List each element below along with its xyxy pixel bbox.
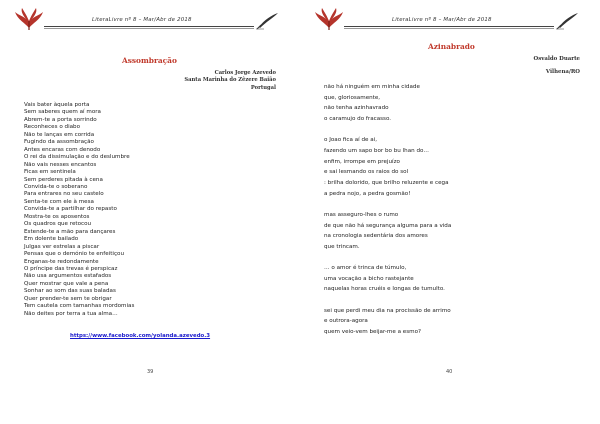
header-title: LiteraLivre nº 8 – Mar/Abr de 2018 xyxy=(392,17,492,23)
verse-line: de que não há segurança alguma para a vida xyxy=(324,222,452,229)
verse-line: O príncipe das trevas é perspicaz xyxy=(24,265,118,272)
verse-line: Mostra-te os aposentos xyxy=(24,213,90,220)
verse-line: Senta-te com ele à mesa xyxy=(24,198,94,205)
verse-line: mas asseguro-lhes o rumo xyxy=(324,211,399,218)
verse-line: naquelas horas cruéis e longas de tumulto. xyxy=(324,286,445,293)
verse-line: Quer prender-te sem te obrigar xyxy=(24,295,112,302)
verse-line: Sonhar ao som das suas baladas xyxy=(24,288,116,295)
verse-line: Convida-te a partilhar do repasto xyxy=(24,206,117,213)
verse-line: Convida-te o soberano xyxy=(24,183,88,190)
verse-line: e outrora-agora xyxy=(324,318,368,325)
verse-line: não há ninguém em minha cidade xyxy=(324,84,420,90)
verse-line: Não deites por terra a tua alma… xyxy=(24,310,118,317)
verse-line: Os quadros que retocou xyxy=(24,221,92,228)
verse-line: Sem saberes quem aí mora xyxy=(24,109,101,116)
verse-line: Fugindo da assombração xyxy=(24,139,94,146)
poem-byline xyxy=(534,55,581,76)
page-header xyxy=(314,8,590,34)
verse-line: Vais bater àquela porta xyxy=(24,102,90,108)
header-rule xyxy=(44,26,254,27)
verse-line: Para entrares no seu castelo xyxy=(24,191,104,198)
verse-line: O rei da dissimulação e do deslumbre xyxy=(24,154,130,161)
verse-line: Em dolente bailado xyxy=(24,236,79,243)
verse-line: e sai lesmando os raios do sol xyxy=(324,169,409,176)
verse-line: Quer mostrar que vale a pena xyxy=(24,280,109,287)
verse-line: Julgas ver estrelas a piscar xyxy=(24,243,100,250)
verse-line: Abrem-te a porta sorrindo xyxy=(24,116,97,123)
author-country: Portugal xyxy=(250,84,276,91)
verse-line: Enganas-te redondamente xyxy=(24,258,99,265)
header-rule xyxy=(344,26,554,27)
page-number: 39 xyxy=(147,369,154,375)
page-header xyxy=(14,8,290,34)
author-name: Osvaldo Duarte xyxy=(533,56,580,62)
poem-title: Azinabrado xyxy=(428,42,475,51)
header-rule-thin xyxy=(44,28,254,29)
header-title: LiteraLivre nº 8 – Mar/Abr de 2018 xyxy=(92,17,192,23)
verse-line: sei que perdi meu dia na procissão de arrimo xyxy=(324,307,451,314)
quill-pen-icon xyxy=(254,12,280,30)
poem-title: Assombração xyxy=(122,56,177,65)
author-place: Santa Marinha do Zêzere Baião xyxy=(184,77,276,84)
stanza-break xyxy=(324,199,451,210)
page-number: 40 xyxy=(446,369,453,375)
poem-verses xyxy=(324,82,451,338)
stanza-break xyxy=(324,125,451,136)
verse-line: Pensas que o demónio te enfeitiçou xyxy=(24,251,125,258)
winged-emblem-icon xyxy=(314,8,344,32)
verse-line: Tem cautela com tamanhas mordomias xyxy=(24,303,135,310)
verse-line: quem veio-vem beijar-me a esmo? xyxy=(324,329,422,336)
header-rule-thin xyxy=(344,28,554,29)
poem-byline xyxy=(184,70,276,92)
verse-line: fazendo um sapo bor bo bu lhan do… xyxy=(324,147,430,154)
poem-verses xyxy=(24,102,134,318)
verse-line: que trincam. xyxy=(324,243,360,250)
verse-line: Não usa argumentos estafados xyxy=(24,273,112,280)
author-place: Vilhena/RO xyxy=(545,69,580,75)
verse-line: que, gloriosamente, xyxy=(324,94,381,101)
verse-line: o caramujo do fracasso. xyxy=(324,115,392,122)
winged-emblem-icon xyxy=(14,8,44,32)
facebook-link[interactable]: https://www.facebook.com/yolanda.azevedo.3 xyxy=(70,333,211,339)
stanza-break xyxy=(324,295,451,306)
verse-line: : brilha dolorido, que brilho reluzente e cega xyxy=(324,179,449,186)
quill-pen-icon xyxy=(554,12,580,30)
verse-line: na cronologia sedentária dos amores xyxy=(324,233,428,240)
verse-line: a pedra nojo, a pedra gosmão! xyxy=(324,190,411,197)
right-page xyxy=(300,0,600,424)
verse-line: Não te lanças em corrida xyxy=(24,131,95,138)
verse-line: Ficas em sentinela xyxy=(24,169,76,176)
stanza-break xyxy=(324,252,451,263)
author-name: Carlos Jorge Azevedo xyxy=(214,70,276,76)
verse-line: Estende-te a mão para dançares xyxy=(24,228,116,235)
verse-line: Sem perderes pitada à cena xyxy=(24,176,103,183)
verse-line: Antes encaras com denodo xyxy=(24,146,101,153)
verse-line: uma vocação a bicho rastejante xyxy=(324,275,414,282)
verse-line: Reconheces o diabo xyxy=(24,124,81,131)
verse-line: Não vais nesses encantos xyxy=(24,161,97,168)
verse-line: o Joao fica aí de ai, xyxy=(324,137,377,144)
verse-line: enfim, irrompe em prejuízo xyxy=(324,158,400,165)
verse-line: não tenha azinhavrado xyxy=(324,105,389,112)
verse-line: … o amor é trinca de túmulo, xyxy=(324,265,407,272)
